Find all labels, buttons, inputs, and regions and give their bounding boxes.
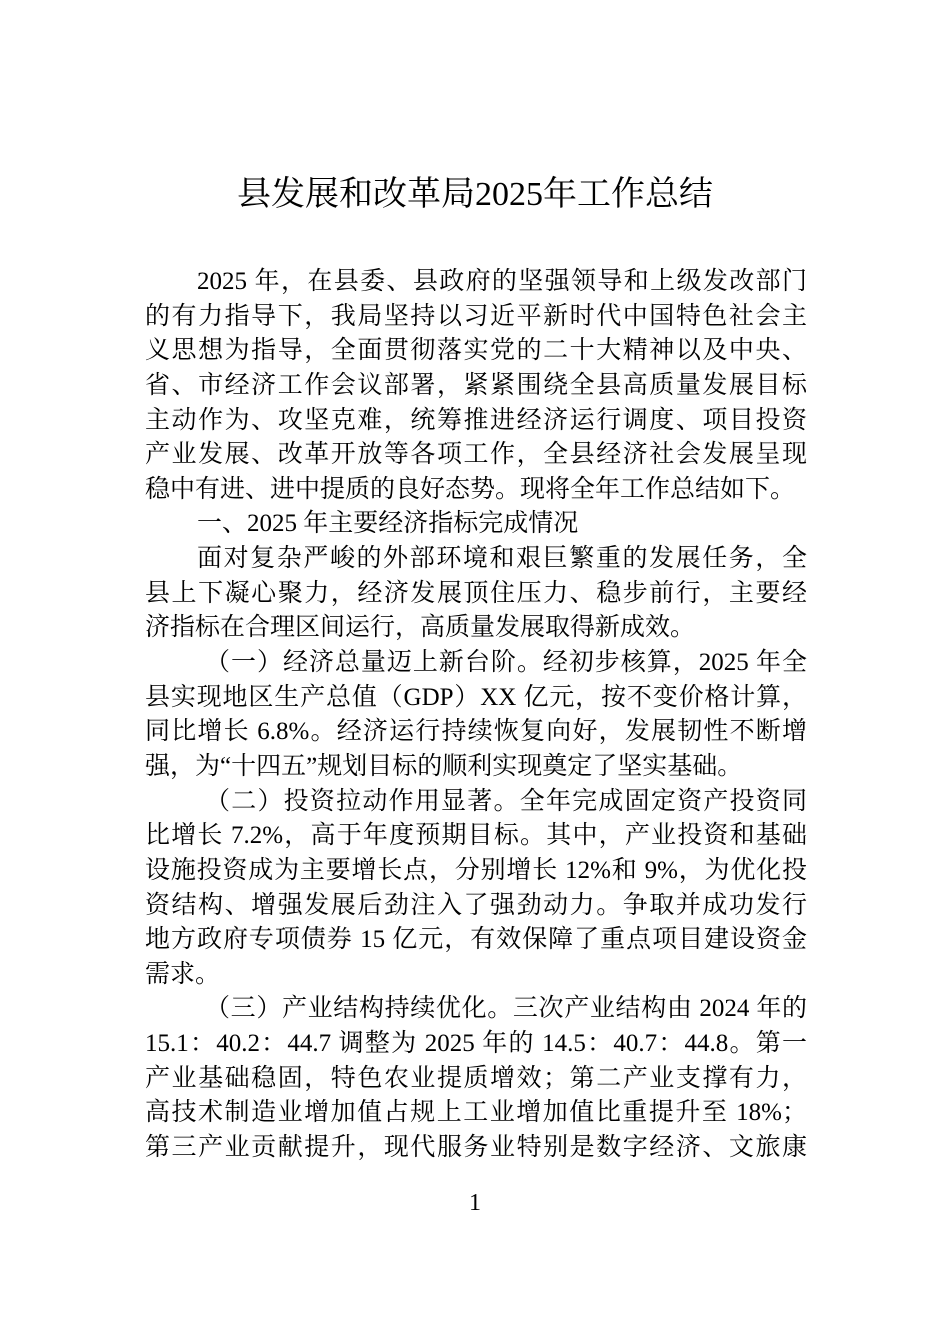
text-line: 省、市经济工作会议部署，紧紧围绕全县高质量发展目标 [145, 371, 807, 399]
text-line: 济指标在合理区间运行，高质量发展取得新成效。 [145, 614, 696, 642]
paragraph [145, 785, 807, 993]
document-title: 县发展和改革局2025年工作总结 [237, 176, 713, 213]
text-line: 产业基础稳固，特色农业提质增效；第二产业支撑有力， [145, 1064, 807, 1092]
text-line: 的有力指导下，我局坚持以习近平新时代中国特色社会主 [145, 302, 807, 330]
text-line: 资结构、增强发展后劲注入了强劲动力。争取并成功发行 [145, 891, 807, 919]
text-line: 需求。 [145, 960, 221, 988]
paragraph [145, 646, 807, 785]
text-line: 稳中有进、进中提质的良好态势。现将全年工作总结如下。 [145, 475, 796, 503]
page-number: 1 [469, 1190, 481, 1216]
text-line: 面对复杂严峻的外部环境和艰巨繁重的发展任务，全 [197, 545, 807, 573]
text-line: 地方政府专项债券 15 亿元，有效保障了重点项目建设资金 [145, 926, 807, 954]
text-line: 比增长 7.2%，高于年度预期目标。其中，产业投资和基础 [145, 822, 807, 850]
text-line: 一、2025 年主要经济指标完成情况 [197, 510, 579, 538]
text-line: 强，为“十四五”规划目标的顺利实现奠定了坚实基础。 [145, 752, 743, 780]
text-line: 2025 年，在县委、县政府的坚强领导和上级发改部门 [197, 268, 807, 295]
text-line: （一）经济总量迈上新台阶。经初步核算，2025 年全 [205, 649, 807, 677]
text-line: 主动作为、攻坚克难，统筹推进经济运行调度、项目投资 [145, 406, 807, 434]
text-line: 义思想为指导，全面贯彻落实党的二十大精神以及中央、 [145, 337, 807, 365]
text-line: 县实现地区生产总值（GDP）XX 亿元，按不变价格计算， [145, 683, 807, 711]
text-line: （二）投资拉动作用显著。全年完成固定资产投资同 [205, 787, 807, 815]
text-line: 第三产业贡献提升，现代服务业特别是数字经济、文旅康 [145, 1134, 807, 1162]
text-line: 设施投资成为主要增长点，分别增长 12%和 9%，为优化投 [145, 856, 807, 884]
text-line: 县上下凝心聚力，经济发展顶住压力、稳步前行，主要经 [145, 579, 807, 607]
text-line: 高技术制造业增加值占规上工业增加值比重提升至 18%； [145, 1099, 807, 1127]
text-line: 产业发展、改革开放等各项工作，全县经济社会发展呈现 [145, 441, 807, 469]
document-body [145, 265, 807, 1166]
paragraph [145, 992, 807, 1165]
paragraph [145, 542, 807, 646]
section-heading [145, 507, 807, 542]
text-line: （三）产业结构持续优化。三次产业结构由 2024 年的 [205, 995, 807, 1023]
text-line: 15.1：40.2：44.7 调整为 2025 年的 14.5：40.7：44.8。第一 [145, 1030, 807, 1058]
text-line: 同比增长 6.8%。经济运行持续恢复向好，发展韧性不断增 [145, 718, 807, 746]
paragraph [145, 265, 807, 507]
